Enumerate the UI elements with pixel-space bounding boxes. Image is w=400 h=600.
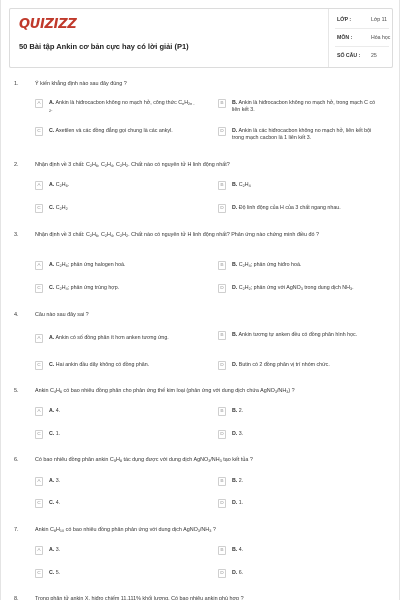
question-number: 3.	[14, 232, 19, 238]
question-number: 5.	[14, 388, 19, 394]
question-number: 4.	[14, 312, 19, 318]
meta-class-value: Lớp 11	[371, 17, 387, 23]
quizizz-logo: QUIZIZZ	[19, 17, 77, 32]
option-box: D	[218, 127, 226, 136]
question-text: Câu nào sau đây sai ?	[35, 312, 89, 318]
question-number: 2.	[14, 162, 19, 168]
question-number: 6.	[14, 457, 19, 463]
meta-subject-row	[329, 29, 395, 47]
question-text: Nhận định về 3 chất: C2H6, C2H4, C2H2. Chất nào có nguyên tử H linh động nhất?	[35, 162, 230, 168]
question-text: Trong phân tử ankin X, hiđro chiếm 11,111% khối lượng. Có bao nhiêu ankin phù hợp ?	[35, 596, 244, 600]
meta-count-row	[329, 47, 395, 65]
meta-panel	[328, 9, 394, 67]
worksheet-header	[9, 8, 393, 68]
meta-class-label: LỚP :	[337, 17, 352, 23]
worksheet-page: QUIZIZZ 50 Bài tập Ankin cơ bản cực hay có lời giải (P1) LỚP : Lớp 11 MÔN : Hóa học SỐ CÂU : 25 1. Ý kiến khẳng định nào sau đây đúng ? A A. Ankin là hiđrocacbon không no mạch hở, công thức CnH2n - 2. B B. Ankin là hiđrocacbon không no mạch hở, trong mạch C có liên kết 3. C C. Axetilen và các đồng đẳng gọi chung là các ankyl. D D. Ankin là các hiđrocacbon không no mạch hở, liên kết bội trong mạch cacbon là 1 liên kết 3. 2. Nhận định về 3 chất: C2H6, C2H4, C2H2. Chất nào có nguyên tử H linh động nhất? A A. C2H6. B B. C2H4 C C. C2H2 D D. Độ linh động của H của 3 chất ngang nhau. 3. Nhận định về 3 chất: C2H6, C2H4, C2H2. Chất nào có nguyên tử H linh động nhất? Phản ứng nào chứng minh điều đó ? A A. C2H6; phản ứng halogen hoá. B B. C2H4; phản ứng hiđro hoá. C C. C2H4; phản ứng trùng hợp. D D. C2H2; phản ứng với AgNO3 trong dung dịch NH3. 4. Câu nào sau đây sai ? A A. Ankin có số đồng phân ít hơn anken tương ứng. B B. Ankin tương tự anken đều có đồng phân hình học. C C. Hai ankin đầu dãy không có đồng phân. D D. Butin có 2 đồng phân vị trí nhóm chức. 5. Ankin C4H6 có bao nhiêu đồng phân cho phản ứng thế kim loại (phản ứng với dung dịch chứa AgNO3/NH3) ? A A. 4. B B. 2. C C. 1. D D. 3. 6. Có bao nhiêu đồng phân ankin C5H8 tác dụng được với dung dịch AgNO3/NH3 tạo kết tủa ? A A. 3. B B. 2. C C. 4. D D. 1. 7. Ankin C6H10 có bao nhiêu đồng phân phản ứng với dung dịch AgNO3/NH3 ? A A. 3. B B. 4. C C. 5. D D. 6. 8. Trong phân tử ankin X, hiđro chiếm 11,111% khối lượng. Có bao nhiêu ankin phù hợp ?	[0, 0, 400, 600]
question-text: Nhận định về 3 chất: C2H6, C2H4, C2H2. Chất nào có nguyên tử H linh động nhất? Phản ứng nào chứng minh điều đó ?	[35, 232, 320, 238]
meta-subject-value: Hóa học	[371, 35, 391, 41]
question-text: Ankin C6H10 có bao nhiêu đồng phân phản ứng với dung dịch AgNO3/NH3 ?	[35, 527, 216, 533]
question-text: Ý kiến khẳng định nào sau đây đúng ?	[35, 81, 127, 87]
page-title: 50 Bài tập Ankin cơ bản cực hay có lời giải (P1)	[19, 42, 189, 51]
question-number: 8.	[14, 596, 19, 600]
option-box: B	[218, 99, 226, 108]
question-number: 7.	[14, 527, 19, 533]
meta-count-value: 25	[371, 53, 377, 59]
meta-count-label: SỐ CÂU :	[337, 53, 361, 59]
question-text: Có bao nhiêu đồng phân ankin C5H8 tác dụng được với dung dịch AgNO3/NH3 tạo kết tủa ?	[35, 457, 253, 463]
question-text: Ankin C4H6 có bao nhiêu đồng phân cho phản ứng thế kim loại (phản ứng với dung dịch chứa AgNO3/NH3) ?	[35, 388, 295, 394]
meta-subject-label: MÔN :	[337, 35, 353, 41]
question-number: 1.	[14, 81, 19, 87]
option-box: A	[35, 99, 43, 108]
meta-class-row	[329, 11, 395, 29]
option-box: C	[35, 127, 43, 136]
